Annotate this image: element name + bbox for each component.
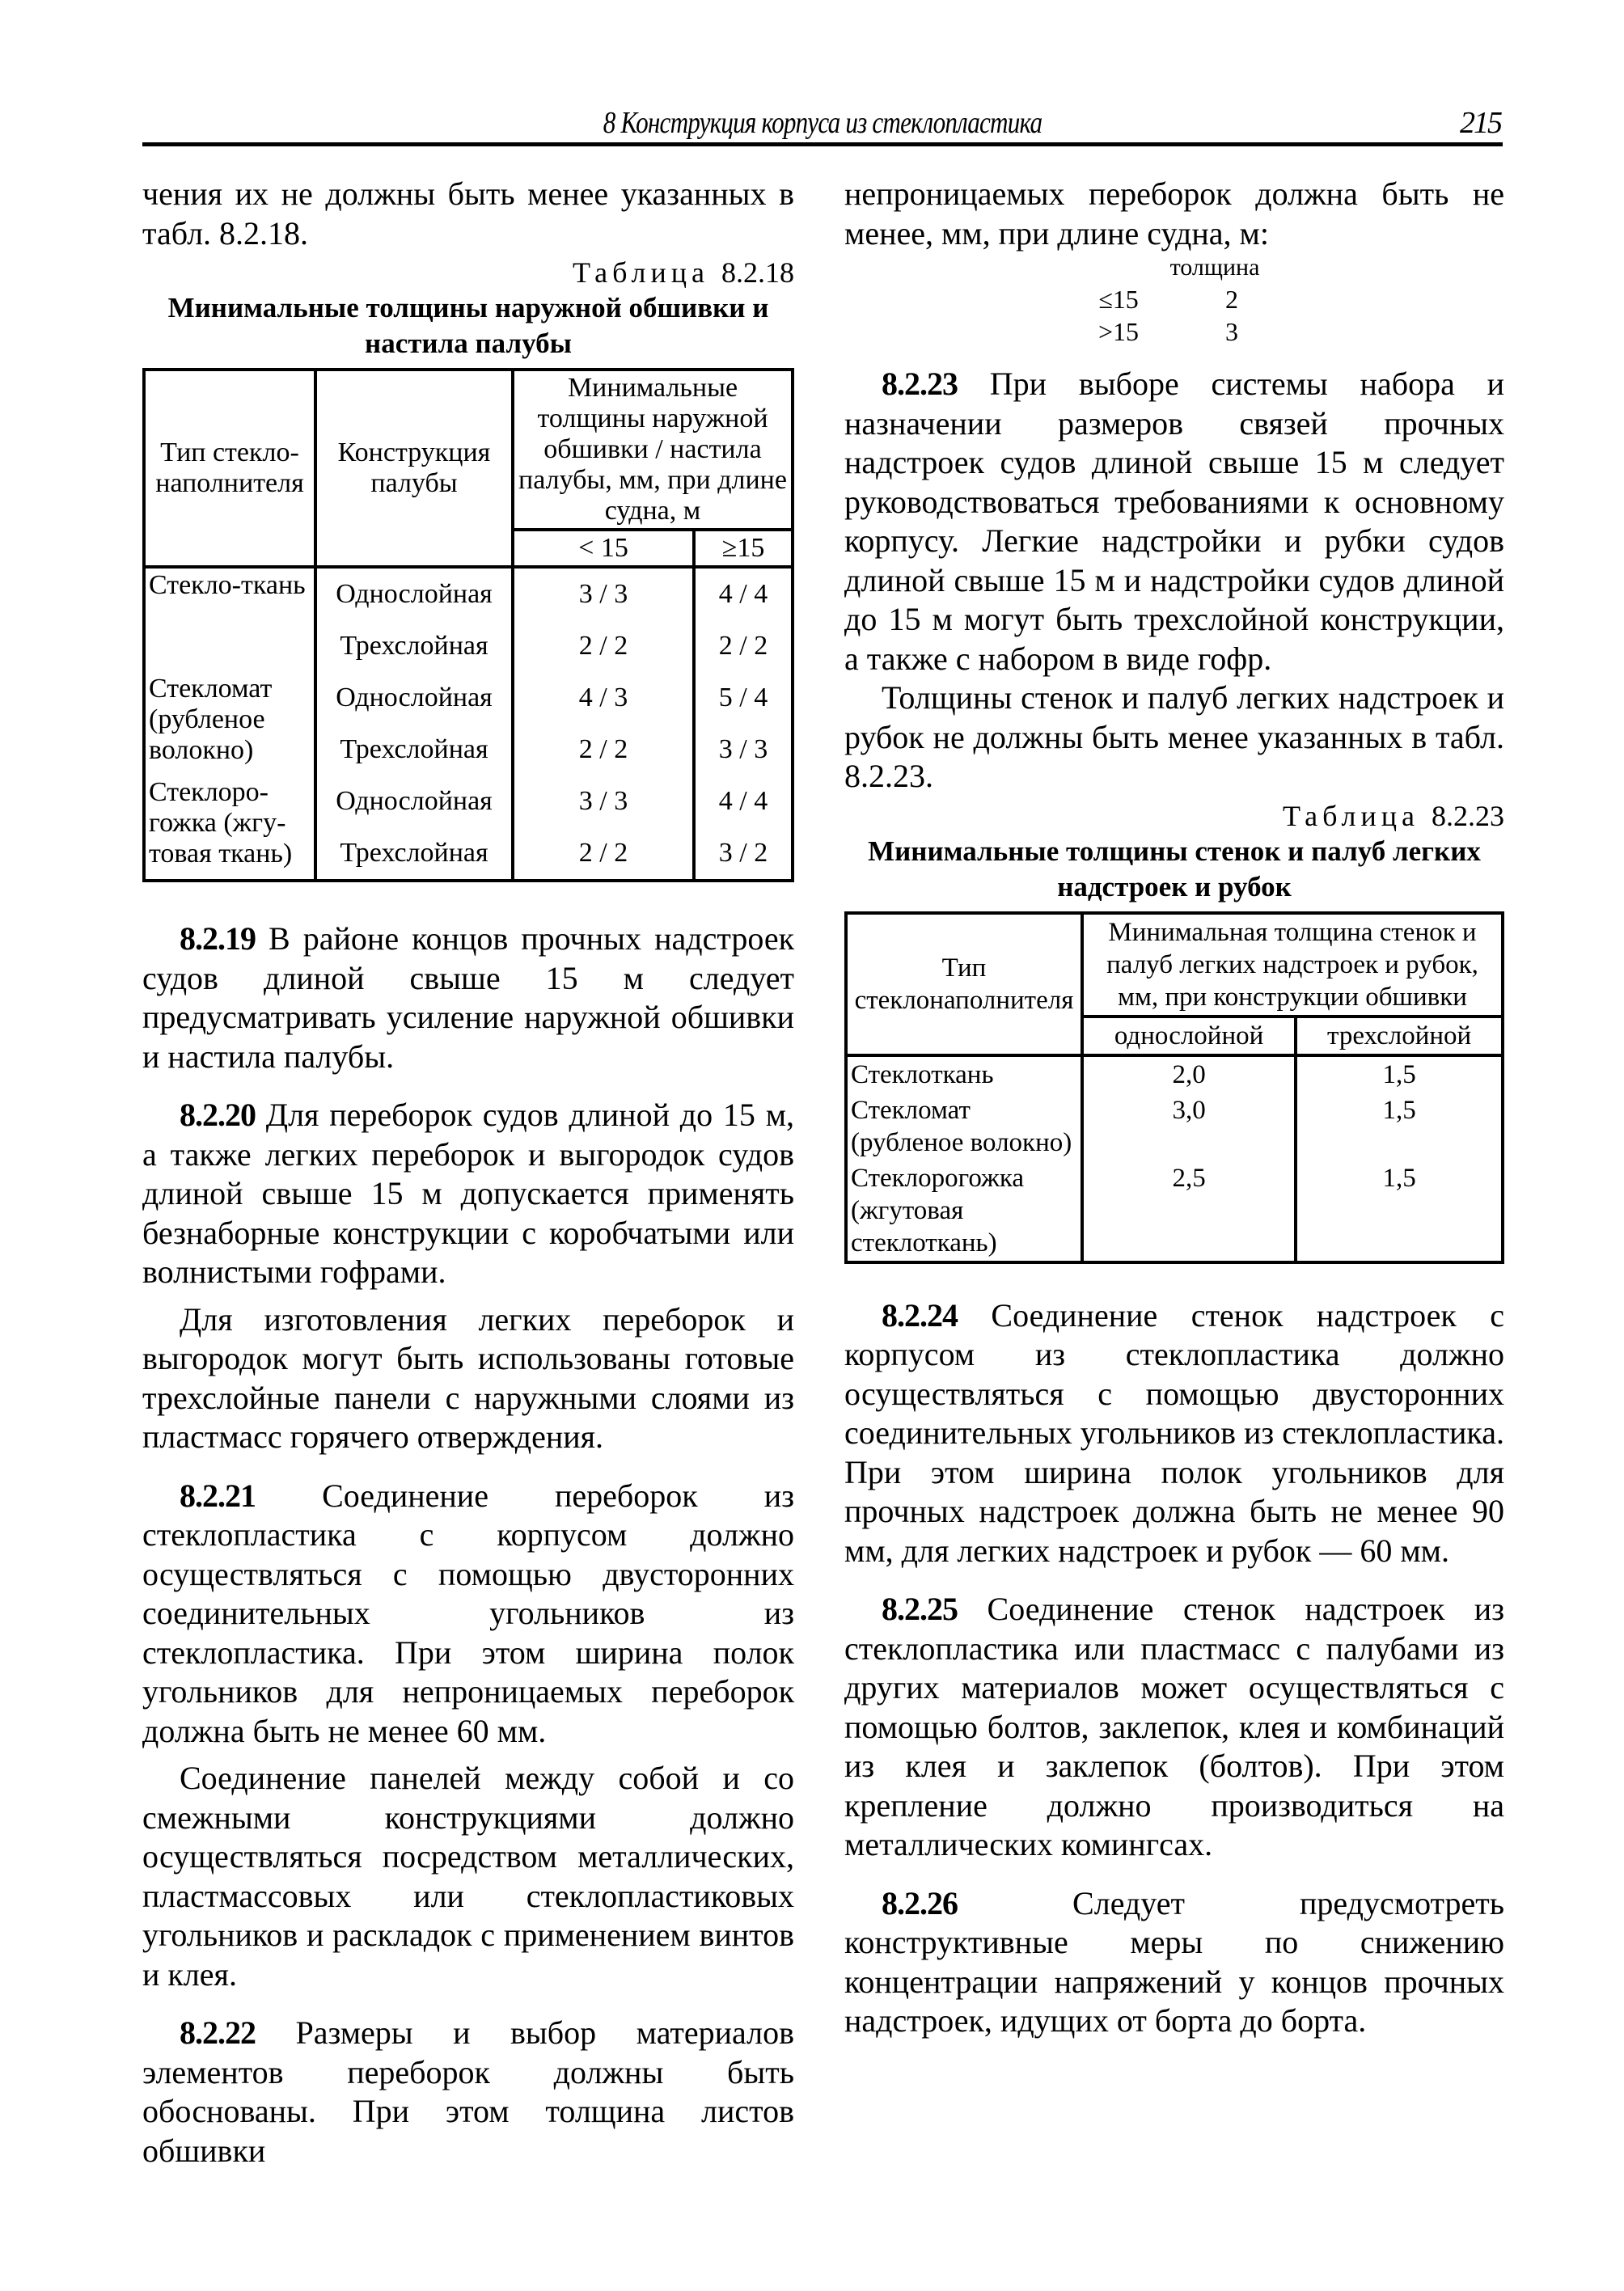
table-8-2-23-title: Минимальные толщины стенок и палуб легких надстроек и рубок bbox=[868, 835, 1481, 902]
cell-ge15: 2 / 2 bbox=[694, 620, 793, 672]
cell-type: Стеклоро-гожка (жгу-товая ткань) bbox=[144, 776, 315, 881]
table-row bbox=[846, 1160, 1503, 1262]
table-row bbox=[1062, 316, 1287, 347]
table-caption-word: Таблица bbox=[573, 256, 709, 289]
section-number: 8.2.19 bbox=[180, 920, 256, 957]
section-8-2-25 bbox=[844, 1590, 1504, 1865]
cell-single: 3,0 bbox=[1082, 1093, 1296, 1160]
cell-construction: Однослойная bbox=[315, 567, 513, 620]
table-caption-word: Таблица bbox=[1283, 799, 1419, 832]
section-8-2-21 bbox=[142, 1477, 794, 1752]
cell-single: 2,0 bbox=[1082, 1055, 1296, 1093]
table-row bbox=[144, 776, 793, 827]
cell-ge15: 4 / 4 bbox=[694, 567, 793, 620]
section-number: 8.2.23 bbox=[882, 366, 958, 402]
subheader-single-layer: однослойной bbox=[1082, 1017, 1296, 1055]
cell-single: 2,5 bbox=[1082, 1160, 1296, 1262]
cell-type: Стеклорогожка (жгутовая стеклоткань) bbox=[846, 1160, 1082, 1262]
header-construction: Конструкция палубы bbox=[315, 370, 513, 567]
section-number: 8.2.21 bbox=[180, 1477, 256, 1514]
header-min-thickness: Минимальные толщины наружной обшивки / настила палубы, мм, при длине судна, м bbox=[513, 370, 793, 530]
table-row bbox=[846, 1093, 1503, 1160]
cell-construction: Однослойная bbox=[315, 776, 513, 827]
section-8-2-24 bbox=[844, 1296, 1504, 1571]
section-text: В районе концов прочных надстроек судов длиной свыше 15 м следует предусматривать усиление наружной обшивки и настила палубы. bbox=[142, 920, 794, 1075]
cell-ge15: 3 / 2 bbox=[694, 827, 793, 881]
table-row bbox=[144, 672, 793, 724]
cell-construction: Однослойная bbox=[315, 672, 513, 724]
section-text: Размеры и выбор материалов элементов переборок должны быть обоснованы. При этом толщина листов обшивки bbox=[142, 2014, 794, 2169]
cell-ge15: 4 / 4 bbox=[694, 776, 793, 827]
cell-lt15: 4 / 3 bbox=[513, 672, 694, 724]
left-column bbox=[142, 175, 794, 2171]
cell-construction: Трехслойная bbox=[315, 620, 513, 672]
table-row bbox=[144, 567, 793, 620]
table-8-2-18-caption bbox=[142, 255, 794, 290]
cell-triple: 1,5 bbox=[1296, 1055, 1503, 1093]
subheader-three-layer: трехслойной bbox=[1296, 1017, 1503, 1055]
section-8-2-23-paragraph-2: Толщины стенок и палуб легких надстроек и рубок не должны быть менее указанных в табл. 8.2.23. bbox=[844, 679, 1504, 794]
section-8-2-21-paragraph-2: Соединение панелей между собой и со смежными конструкциями должно осуществляться посредством металлических, пластмассовых или стеклопластиковых угольников и раскладок с применением винтов и клея. bbox=[142, 1760, 794, 1993]
cell-lt15: 2 / 2 bbox=[513, 827, 694, 881]
table-8-2-23 bbox=[844, 911, 1504, 1264]
cell-type: Стекломат (рубленое волокно) bbox=[144, 672, 315, 776]
right-column bbox=[844, 175, 1504, 2041]
section-8-2-19 bbox=[142, 919, 794, 1076]
section-number: 8.2.25 bbox=[882, 1591, 958, 1627]
header-type: Тип стекло-наполнителя bbox=[144, 370, 315, 567]
cell-thickness: 3 bbox=[1225, 317, 1238, 346]
subheader-ge15: ≥15 bbox=[694, 530, 793, 567]
section-text: Соединение стенок надстроек с корпусом из стеклопластика должно осуществляться с помощью двусторонних соединительных угольников из стеклопластика. При этом ширина полок угольников для прочных надстроек должна быть не менее 90 мм, для легких надстроек и рубок — 60 мм. bbox=[844, 1296, 1504, 1569]
cell-lt15: 2 / 2 bbox=[513, 724, 694, 776]
section-number: 8.2.26 bbox=[882, 1884, 958, 1921]
cell-thickness: 2 bbox=[1225, 285, 1238, 314]
continued-paragraph: непроницаемых переборок должна быть не менее, мм, при длине судна, м: bbox=[844, 175, 1504, 252]
page-header bbox=[142, 105, 1503, 146]
section-8-2-20-paragraph-2: Для изготовления легких переборок и выгородок могут быть использованы готовые трехслойные панели с наружными слоями из пластмасс горячего отверждения. bbox=[142, 1300, 794, 1455]
cell-length: >15 bbox=[1097, 317, 1140, 346]
mini-table-header: толщина bbox=[1169, 254, 1260, 281]
cell-triple: 1,5 bbox=[1296, 1160, 1503, 1262]
table-8-2-18-title: Минимальные толщины наружной обшивки и настила палубы bbox=[167, 292, 769, 359]
section-text: Соединение переборок из стеклопластика с корпусом должно осуществляться с помощью двусторонних соединительных угольников из стеклопластика. При этом ширина полок угольников для непроницаемых переборок должна быть не менее 60 мм. bbox=[142, 1477, 794, 1749]
section-8-2-20 bbox=[142, 1096, 794, 1292]
thickness-by-length-table bbox=[1060, 282, 1288, 349]
cell-construction: Трехслойная bbox=[315, 827, 513, 881]
table-caption-number: 8.2.18 bbox=[721, 256, 794, 289]
intro-paragraph: чения их не должны быть менее указанных в табл. 8.2.18. bbox=[142, 175, 794, 252]
table-row bbox=[846, 1055, 1503, 1093]
cell-ge15: 3 / 3 bbox=[694, 724, 793, 776]
cell-type: Стекломат (рубленое волокно) bbox=[846, 1093, 1082, 1160]
cell-lt15: 2 / 2 bbox=[513, 620, 694, 672]
cell-triple: 1,5 bbox=[1296, 1093, 1503, 1160]
section-text: Соединение стенок надстроек из стеклопластика или пластмасс с палубами из других материалов может осуществляться с помощью болтов, заклепок, клея и комбинаций из клея и заклепок (болтов). При этом крепление должно производиться на металлических комингсах. bbox=[844, 1591, 1504, 1862]
cell-type: Стекло-ткань bbox=[144, 567, 315, 672]
table-8-2-23-caption bbox=[844, 798, 1504, 834]
table-8-2-18 bbox=[142, 368, 794, 882]
section-text: Следует предусмотреть конструктивные меры по снижению концентрации напряжений у концов прочных надстроек, идущих от борта до борта. bbox=[844, 1884, 1504, 2039]
cell-lt15: 3 / 3 bbox=[513, 776, 694, 827]
section-number: 8.2.22 bbox=[180, 2014, 256, 2051]
cell-construction: Трехслойная bbox=[315, 724, 513, 776]
section-number: 8.2.24 bbox=[882, 1296, 958, 1334]
cell-lt15: 3 / 3 bbox=[513, 567, 694, 620]
section-text: Для переборок судов длиной до 15 м, а также легких переборок и выгородок судов длиной свыше 15 м допускается применять безнаборные конструкции с коробчатыми или волнистыми гофрами. bbox=[142, 1097, 794, 1290]
section-text: При выборе системы набора и назначении размеров связей прочных надстроек судов длиной свыше 15 м следует руководствоваться требованиями к основному корпусу. Легкие надстройки и рубки судов длиной свыше 15 м и надстройки судов длиной до 15 м могут быть трехслойной конструкции, а также с набором в виде гофр. bbox=[844, 366, 1504, 677]
header-min-thickness: Минимальная толщина стенок и палуб легких надстроек и рубок, мм, при конструкции обшивки bbox=[1082, 913, 1503, 1017]
cell-ge15: 5 / 4 bbox=[694, 672, 793, 724]
table-row bbox=[1062, 284, 1287, 315]
subheader-lt15: < 15 bbox=[513, 530, 694, 567]
section-number: 8.2.20 bbox=[180, 1097, 256, 1133]
section-8-2-26 bbox=[844, 1884, 1504, 2041]
header-type: Тип стеклонаполнителя bbox=[846, 913, 1082, 1055]
table-caption-number: 8.2.23 bbox=[1432, 799, 1504, 832]
section-8-2-22 bbox=[142, 2014, 794, 2171]
cell-type: Стеклоткань bbox=[846, 1055, 1082, 1093]
page-number: 215 bbox=[1460, 106, 1501, 140]
running-title: 8 Конструкция корпуса из стеклопластика bbox=[603, 106, 1042, 140]
cell-length: ≤15 bbox=[1098, 285, 1139, 314]
section-8-2-23 bbox=[844, 365, 1504, 678]
